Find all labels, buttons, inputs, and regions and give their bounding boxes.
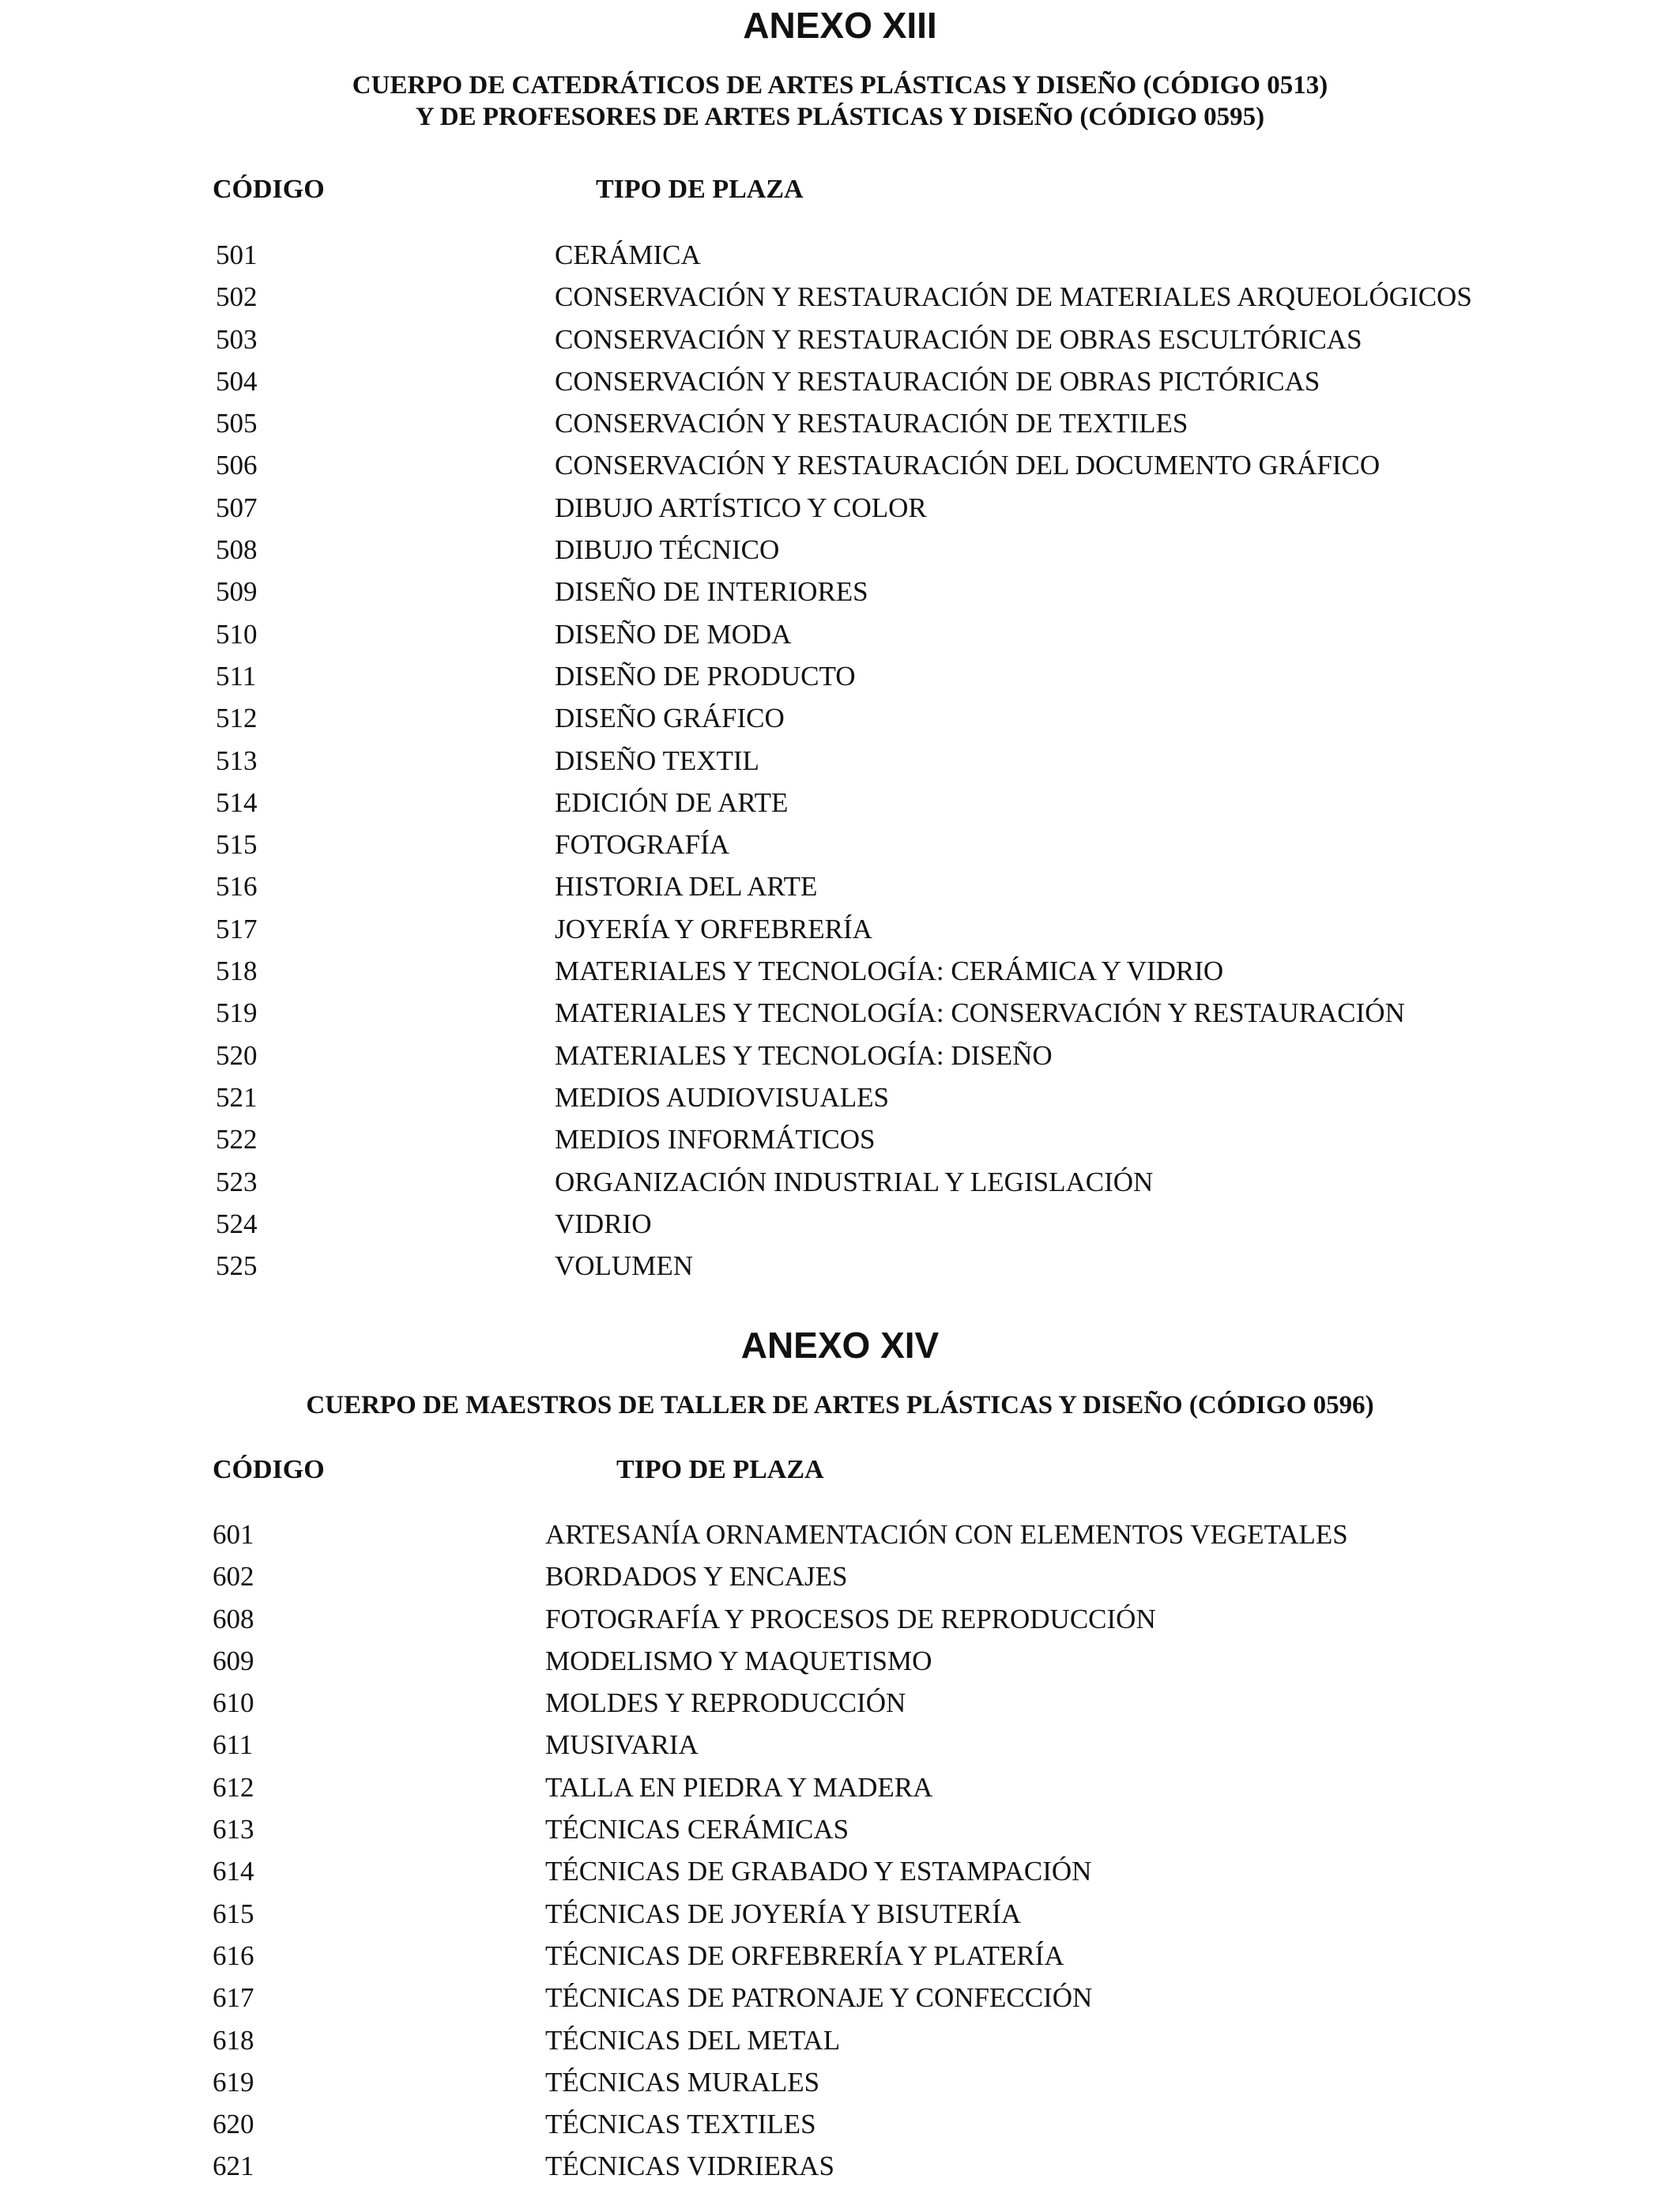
row-code: 621 (213, 2151, 254, 2182)
table-row (0, 655, 1680, 697)
table-row (0, 276, 1680, 318)
table-row (0, 1682, 1680, 1724)
row-code: 501 (216, 239, 258, 270)
table-row (0, 1640, 1680, 1682)
row-tipo-de-plaza: TÉCNICAS DEL METAL (545, 2024, 841, 2056)
table-row (0, 360, 1680, 402)
row-code: 523 (216, 1166, 258, 1197)
table-row (0, 824, 1680, 865)
row-tipo-de-plaza: DIBUJO ARTÍSTICO Y COLOR (555, 492, 927, 523)
table-row (0, 529, 1680, 571)
row-code: 515 (216, 829, 258, 861)
row-tipo-de-plaza: CONSERVACIÓN Y RESTAURACIÓN DE OBRAS ESCULTÓRICAS (555, 323, 1362, 355)
row-tipo-de-plaza: FOTOGRAFÍA Y PROCESOS DE REPRODUCCIÓN (545, 1603, 1156, 1634)
table-row (0, 908, 1680, 950)
row-tipo-de-plaza: VOLUMEN (555, 1250, 693, 1282)
row-code: 521 (216, 1081, 258, 1113)
table-row (0, 1977, 1680, 2019)
row-tipo-de-plaza: DISEÑO TEXTIL (555, 745, 759, 776)
table-row (0, 740, 1680, 782)
anexo-xiii-subtitle-line2: Y DE PROFESORES DE ARTES PLÁSTICAS Y DISEÑO (CÓDIGO 0595) (415, 103, 1265, 131)
row-code: 616 (213, 1940, 254, 1971)
table-row (0, 571, 1680, 613)
row-code: 522 (216, 1124, 258, 1155)
table-row (0, 2061, 1680, 2103)
table-row (0, 1555, 1680, 1597)
row-tipo-de-plaza: MOLDES Y REPRODUCCIÓN (545, 1687, 906, 1719)
row-tipo-de-plaza: ARTESANÍA ORNAMENTACIÓN CON ELEMENTOS VEGETALES (545, 1519, 1348, 1550)
table-row (0, 1766, 1680, 1808)
row-tipo-de-plaza: HISTORIA DEL ARTE (555, 871, 818, 903)
row-code: 611 (213, 1729, 254, 1761)
anexo-xiv-title: ANEXO XIV (740, 1325, 940, 1366)
table-row (0, 1076, 1680, 1118)
row-code: 617 (213, 1982, 254, 2014)
row-tipo-de-plaza: CONSERVACIÓN Y RESTAURACIÓN DE MATERIALES ARQUEOLÓGICOS (555, 281, 1472, 313)
table-row (0, 1724, 1680, 1766)
table-row (0, 1161, 1680, 1203)
row-tipo-de-plaza: DISEÑO GRÁFICO (555, 703, 785, 734)
table-row (0, 865, 1680, 907)
row-tipo-de-plaza: CONSERVACIÓN Y RESTAURACIÓN DE TEXTILES (555, 408, 1188, 439)
anexo-xiv-col-codigo: CÓDIGO (213, 1455, 325, 1484)
table-row (0, 1850, 1680, 1892)
row-code: 511 (216, 660, 257, 692)
row-code: 512 (216, 703, 258, 734)
anexo-xiv-subtitle: CUERPO DE MAESTROS DE TALLER DE ARTES PLÁSTICAS Y DISEÑO (CÓDIGO 0596) (306, 1391, 1374, 1419)
row-tipo-de-plaza: MEDIOS AUDIOVISUALES (555, 1081, 889, 1113)
row-tipo-de-plaza: MATERIALES Y TECNOLOGÍA: CONSERVACIÓN Y RESTAURACIÓN (555, 997, 1405, 1029)
table-row (0, 487, 1680, 529)
row-code: 612 (213, 1771, 254, 1803)
table-row (0, 2019, 1680, 2061)
table-row (0, 402, 1680, 444)
table-row (0, 1118, 1680, 1160)
row-tipo-de-plaza: TÉCNICAS CERÁMICAS (545, 1814, 849, 1845)
table-row (0, 697, 1680, 739)
row-code: 518 (216, 956, 258, 987)
row-code: 514 (216, 786, 258, 818)
table-row (0, 1245, 1680, 1287)
anexo-xiii-col-codigo: CÓDIGO (213, 175, 325, 204)
row-tipo-de-plaza: MATERIALES Y TECNOLOGÍA: CERÁMICA Y VIDRIO (555, 956, 1224, 987)
table-row (0, 2145, 1680, 2187)
row-code: 620 (213, 2109, 254, 2140)
row-code: 513 (216, 745, 258, 776)
table-row (0, 1514, 1680, 1555)
row-tipo-de-plaza: TÉCNICAS VIDRIERAS (545, 2151, 834, 2182)
row-code: 615 (213, 1898, 254, 1929)
table-row (0, 1893, 1680, 1935)
table-row (0, 2103, 1680, 2145)
anexo-xiii-col-tipo: TIPO DE PLAZA (596, 175, 804, 204)
row-code: 601 (213, 1519, 254, 1550)
table-row (0, 1935, 1680, 1977)
row-code: 510 (216, 618, 258, 650)
row-code: 608 (213, 1603, 254, 1634)
row-tipo-de-plaza: CONSERVACIÓN Y RESTAURACIÓN DE OBRAS PICTÓRICAS (555, 365, 1320, 397)
row-tipo-de-plaza: VIDRIO (555, 1208, 652, 1239)
table-row (0, 1808, 1680, 1850)
row-code: 509 (216, 576, 258, 608)
row-tipo-de-plaza: ORGANIZACIÓN INDUSTRIAL Y LEGISLACIÓN (555, 1166, 1154, 1197)
table-row (0, 1203, 1680, 1245)
anexo-xiii-table (0, 234, 1680, 1287)
table-row (0, 1035, 1680, 1076)
row-tipo-de-plaza: DIBUJO TÉCNICO (555, 534, 780, 566)
row-code: 610 (213, 1687, 254, 1719)
row-tipo-de-plaza: TÉCNICAS TEXTILES (545, 2109, 816, 2140)
row-code: 516 (216, 871, 258, 903)
row-tipo-de-plaza: TÉCNICAS MURALES (545, 2066, 820, 2098)
row-code: 614 (213, 1856, 254, 1887)
anexo-xiv-col-tipo: TIPO DE PLAZA (616, 1455, 824, 1484)
table-row (0, 992, 1680, 1034)
row-tipo-de-plaza: DISEÑO DE INTERIORES (555, 576, 868, 608)
row-tipo-de-plaza: MATERIALES Y TECNOLOGÍA: DISEÑO (555, 1039, 1053, 1071)
row-tipo-de-plaza: TALLA EN PIEDRA Y MADERA (545, 1771, 933, 1803)
row-code: 504 (216, 365, 258, 397)
row-tipo-de-plaza: TÉCNICAS DE JOYERÍA Y BISUTERÍA (545, 1898, 1022, 1929)
table-row (0, 234, 1680, 276)
row-code: 602 (213, 1561, 254, 1593)
table-row (0, 444, 1680, 486)
row-tipo-de-plaza: CONSERVACIÓN Y RESTAURACIÓN DEL DOCUMENTO GRÁFICO (555, 450, 1381, 481)
row-code: 619 (213, 2066, 254, 2098)
row-code: 502 (216, 281, 258, 313)
table-row (0, 1598, 1680, 1640)
row-tipo-de-plaza: DISEÑO DE MODA (555, 618, 792, 650)
row-code: 519 (216, 997, 258, 1029)
row-tipo-de-plaza: FOTOGRAFÍA (555, 829, 730, 861)
row-tipo-de-plaza: TÉCNICAS DE PATRONAJE Y CONFECCIÓN (545, 1982, 1093, 2014)
row-code: 506 (216, 450, 258, 481)
row-tipo-de-plaza: TÉCNICAS DE ORFEBRERÍA Y PLATERÍA (545, 1940, 1064, 1971)
row-code: 524 (216, 1208, 258, 1239)
anexo-xiii-subtitle-line1: CUERPO DE CATEDRÁTICOS DE ARTES PLÁSTICAS Y DISEÑO (CÓDIGO 0513) (352, 71, 1328, 100)
row-tipo-de-plaza: BORDADOS Y ENCAJES (545, 1561, 848, 1593)
row-code: 525 (216, 1250, 258, 1282)
anexo-xiii-title: ANEXO XIII (743, 5, 937, 46)
row-code: 505 (216, 408, 258, 439)
row-code: 503 (216, 323, 258, 355)
table-row (0, 950, 1680, 992)
table-row (0, 613, 1680, 655)
row-tipo-de-plaza: JOYERÍA Y ORFEBRERÍA (555, 913, 872, 944)
row-tipo-de-plaza: MEDIOS INFORMÁTICOS (555, 1124, 876, 1155)
row-tipo-de-plaza: TÉCNICAS DE GRABADO Y ESTAMPACIÓN (545, 1856, 1092, 1887)
row-code: 613 (213, 1814, 254, 1845)
row-code: 520 (216, 1039, 258, 1071)
row-code: 517 (216, 913, 258, 944)
row-tipo-de-plaza: MODELISMO Y MAQUETISMO (545, 1645, 932, 1676)
row-tipo-de-plaza: MUSIVARIA (545, 1729, 699, 1761)
row-tipo-de-plaza: CERÁMICA (555, 239, 701, 270)
anexo-xiv-table (0, 1514, 1680, 2188)
row-code: 609 (213, 1645, 254, 1676)
table-row (0, 319, 1680, 360)
row-tipo-de-plaza: EDICIÓN DE ARTE (555, 786, 789, 818)
row-code: 507 (216, 492, 258, 523)
row-code: 618 (213, 2024, 254, 2056)
table-row (0, 782, 1680, 824)
row-code: 508 (216, 534, 258, 566)
row-tipo-de-plaza: DISEÑO DE PRODUCTO (555, 660, 856, 692)
